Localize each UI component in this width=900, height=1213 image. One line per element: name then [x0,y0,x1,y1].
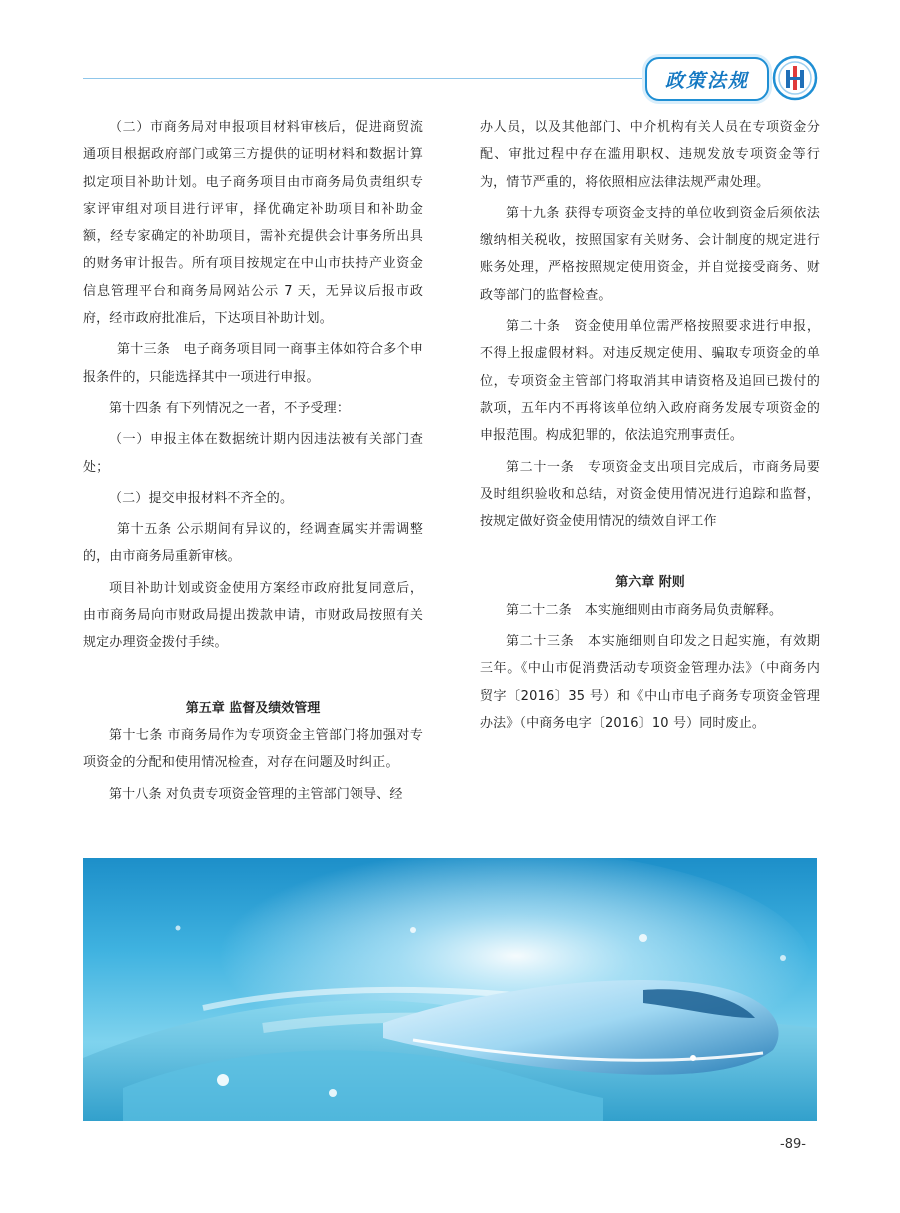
paragraph: 第十三条 电子商务项目同一商事主体如符合多个申报条件的，只能选择其中一项进行申报。 [83,342,423,385]
paragraph: （二）提交申报材料不齐全的。 [109,490,294,506]
paragraph: 项目补助计划或资金使用方案经市政府批复同意后，由市商务局向市财政局提出拨款申请，市财政局按照有关规定办理资金拨付手续。 [83,580,423,651]
paragraph: 第十五条 公示期间有异议的，经调查属实并需调整的，由市商务局重新审核。 [83,522,423,565]
paragraph: 第二十条 资金使用单位需严格按照要求进行申报，不得上报虚假材料。对违反规定使用、骗取专项资金的单位，专项资金主管部门将取消其申请资格及追回已拨付的款项，五年内不再将该单位纳入政府商务发展专项资金的申报范围。构成犯罪的，依法追究刑事责任。 [480,319,820,444]
paragraph: 第十八条 对负责专项资金管理的主管部门领导、经 [109,786,403,802]
paragraph: 第二十二条 本实施细则由市商务局负责解释。 [506,602,783,618]
emblem-icon [772,55,818,101]
paragraph: （一）申报主体在数据统计期内因违法被有关部门查处； [83,432,423,475]
paragraph: 第十九条 获得专项资金支持的单位收到资金后须依法缴纳相关税收，按照国家有关财务、会计制度的规定进行账务处理，严格按照规定使用资金，并自觉接受商务、财政等部门的监督检查。 [480,205,820,303]
page-number: -89- [780,1137,806,1152]
left-column [83,114,423,808]
paragraph: 第二十三条 本实施细则自印发之日起实施，有效期三年。《中山市促消费活动专项资金管理办法》（中商务内贸字〔2016〕35 号）和《中山市电子商务专项资金管理办法》（中商务电字〔2016〕10 号）同时废止。 [480,634,820,731]
header-rule [83,78,643,79]
paragraph: （二）市商务局对申报项目材料审核后，促进商贸流通项目根据政府部门或第三方提供的证明材料和数据计算拟定项目补助计划。电子商务项目由市商务局负责组织专家评审组对项目进行评审，择优确定补助项目和补助金额，经专家确定的补助项目，需补充提供会计事务所出具的财务审计报告。所有项目按规定在中山市扶持产业资金信息管理平台和商务局网站公示 7 天，无异议后报市政府，经市政府批准后，下达项目补助计划。 [83,120,423,327]
chapter-heading: 第五章 监督及绩效管理 [185,700,321,716]
chapter-heading: 第六章 附则 [615,575,685,591]
paragraph: 第十七条 市商务局作为专项资金主管部门将加强对专项资金的分配和使用情况检查，对存在问题及时纠正。 [83,727,423,771]
train-banner-image [83,858,817,1121]
right-column [480,114,820,737]
paragraph: 办人员，以及其他部门、中介机构有关人员在专项资金分配、审批过程中存在滥用职权、违规发放专项资金等行为，情节严重的，将依照相应法律法规严肃处理。 [480,120,820,190]
section-label: 政策法规 [645,57,769,101]
paragraph: 第二十一条 专项资金支出项目完成后，市商务局要及时组织验收和总结，对资金使用情况进行追踪和监督，按规定做好资金使用情况的绩效自评工作 [480,459,820,530]
paragraph: 第十四条 有下列情况之一者，不予受理： [109,400,350,416]
